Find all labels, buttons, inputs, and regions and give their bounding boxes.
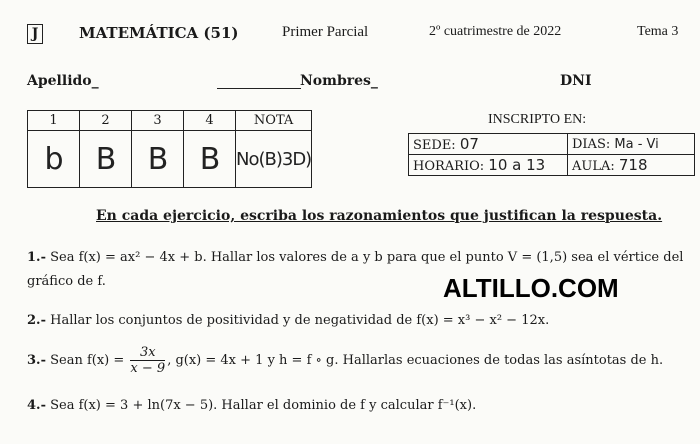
grade-value-4	[184, 131, 236, 188]
dias-label: DIAS:	[572, 136, 611, 152]
horario-label: HORARIO:	[413, 159, 485, 174]
exam-period: 2º cuatrimestre de 2022	[429, 24, 562, 39]
grade-4-handwriting: B	[199, 141, 220, 177]
aula-cell	[568, 155, 695, 176]
grade-2-handwriting: B	[95, 141, 116, 177]
dni-label: DNI	[560, 73, 592, 89]
grade-header-2: 2	[80, 111, 132, 131]
sede-label: SEDE:	[413, 138, 456, 153]
grade-value-nota	[236, 131, 312, 188]
grade-value-3	[132, 131, 184, 188]
altillo-watermark: ALTILLO.COM	[443, 273, 619, 303]
exercise-2	[27, 313, 549, 328]
exercise-2-text: Hallar los conjuntos de positividad y de negatividad de f(x) = x³ − x² − 12x.	[50, 313, 550, 328]
sede-cell	[409, 134, 568, 155]
apellido-label: Apellido_	[27, 73, 99, 89]
grade-value-2	[80, 131, 132, 188]
name-line	[217, 88, 301, 89]
horario-value: 10 a 13	[488, 156, 546, 174]
instructions-heading: En cada ejercicio, escriba los razonamientos que justifican la respuesta.	[96, 208, 663, 224]
exercise-3-text-pre: Sean f(x) =	[50, 353, 125, 368]
exercise-1-number: 1.-	[27, 250, 46, 265]
fraction-numerator: 3x	[130, 345, 165, 361]
exercise-4-number: 4.-	[27, 398, 46, 413]
grade-1-handwriting: b	[44, 141, 63, 177]
dias-cell	[568, 134, 695, 155]
aula-value: 718	[618, 156, 648, 174]
exercise-2-number: 2.-	[27, 313, 46, 328]
exercise-1	[27, 250, 683, 265]
tema-label: Tema 3	[637, 24, 679, 39]
exercise-3-fraction	[130, 345, 165, 376]
grades-table	[27, 110, 312, 188]
horario-cell	[409, 155, 568, 176]
grade-3-handwriting: B	[147, 141, 168, 177]
inscripto-table	[408, 133, 695, 176]
sede-value: 07	[459, 135, 479, 153]
grade-header-nota: NOTA	[236, 111, 312, 131]
grade-header-4: 4	[184, 111, 236, 131]
exercise-1-continued	[27, 274, 106, 289]
grade-value-1	[28, 131, 80, 188]
nombres-label: Nombres_	[300, 73, 378, 89]
exercise-1-text-line2: gráfico de f.	[27, 274, 106, 289]
aula-label: AULA:	[572, 159, 615, 174]
exercise-4	[27, 398, 476, 413]
subject-title: MATEMÁTICA (51)	[79, 24, 239, 42]
exercise-3	[27, 345, 663, 376]
grade-header-1: 1	[28, 111, 80, 131]
inscripto-title: INSCRIPTO EN:	[488, 112, 587, 127]
grades-header-row	[28, 111, 312, 131]
dias-value: Ma - Vi	[614, 136, 659, 152]
fraction-denominator: x − 9	[130, 361, 166, 376]
exam-title: Primer Parcial	[282, 24, 369, 40]
inscripto-row-2	[409, 155, 695, 176]
exercise-4-text: Sea f(x) = 3 + ln(7x − 5). Hallar el dominio de f y calcular f⁻¹(x).	[50, 398, 477, 413]
inscripto-row-1	[409, 134, 695, 155]
nota-handwriting: No(B)3D)	[236, 148, 312, 170]
grades-values-row	[28, 131, 312, 188]
exercise-3-text-post: , g(x) = 4x + 1 y h = f ∘ g. Hallarlas ecuaciones de todas las asíntotas de h.	[167, 353, 664, 368]
exercise-3-number: 3.-	[27, 353, 46, 368]
grade-header-3: 3	[132, 111, 184, 131]
exercise-1-text: Sea f(x) = ax² − 4x + b. Hallar los valores de a y b para que el punto V = (1,5) sea el vértice del	[50, 250, 684, 265]
tema-letter-box: J	[27, 24, 43, 44]
